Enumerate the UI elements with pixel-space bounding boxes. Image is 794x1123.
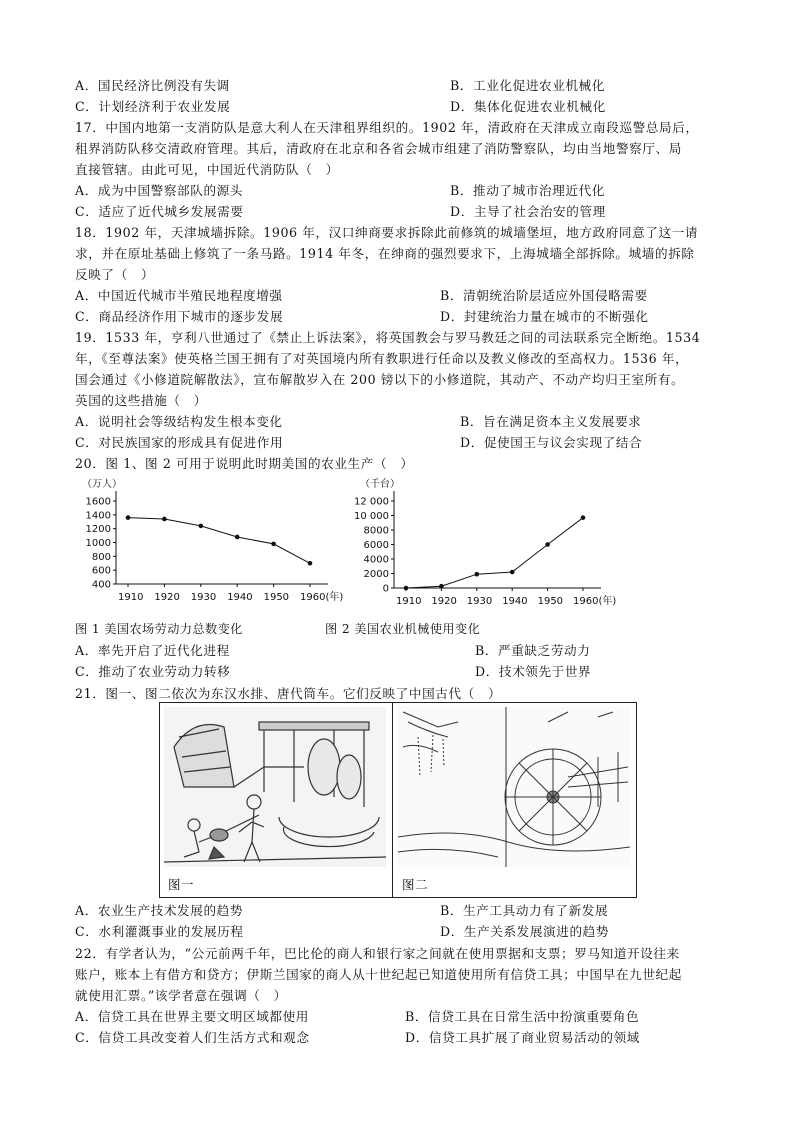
chart-2-y-tick-label: 2000 (363, 569, 389, 580)
q19-stem-line-1: 19．1533 年，亨利八世通过了《禁止上诉法案》，将英国教会与罗马教廷之间的司法联系完全断绝。1534 (75, 330, 701, 345)
chart-1-y-tick-label: 400 (91, 579, 111, 591)
chart-1-y-tick-label: 1600 (85, 496, 111, 508)
chart-1-unit-label: （万人） (82, 479, 122, 490)
q16-option-a[interactable]: A．国民经济比例没有失调 (75, 78, 230, 93)
chart-1-x-tick-label: 1950 (263, 592, 290, 603)
q20-option-a[interactable]: A．率先开启了近代化进程 (75, 643, 230, 658)
q22-option-a[interactable]: A．信贷工具在世界主要文明区域都使用 (75, 1009, 309, 1024)
q19-stem-line-4: 英国的这些措施（ ） (75, 393, 207, 408)
chart-2-x-tick-label: 1920 (431, 596, 457, 607)
figure-1-caption: 图一 (168, 877, 195, 892)
chart-1-y-tick-label: 800 (91, 551, 111, 563)
chart-1-wrapper (72, 476, 352, 610)
chart-2-x-tick-label: 1930 (466, 596, 493, 607)
q16-option-c[interactable]: C．计划经济利于农业发展 (75, 99, 231, 114)
q18-option-b[interactable]: B．清朝统治阶层适应外国侵略需要 (440, 288, 648, 303)
q21-option-d[interactable]: D．生产关系发展演进的趋势 (440, 924, 610, 939)
chart-1-x-tick-label: 1940 (227, 592, 253, 603)
chart-2-y-tick-label: 10 000 (354, 511, 389, 522)
chart-1-x-tick-label: 1930 (190, 592, 217, 603)
chart-2-y-tick-label: 8000 (363, 525, 389, 537)
chart-2-y-tick-label: 12 000 (354, 496, 389, 508)
chart-2-data-point (581, 515, 586, 520)
chart-1-y-tick-label: 1400 (85, 510, 111, 522)
chart-1-y-tick-label: 1000 (85, 538, 111, 549)
chart-1-y-tick-label: 1200 (85, 524, 111, 536)
chart-2-data-point (475, 572, 480, 577)
q19-option-a[interactable]: A．说明社会等级结构发生根本变化 (75, 414, 283, 429)
q20-stem: 20．图 1、图 2 可用于说明此时期美国的农业生产（ ） (75, 456, 414, 471)
q16-option-d[interactable]: D．集体化促进农业机械化 (450, 99, 606, 114)
chart-2-data-point (439, 584, 444, 589)
q21-option-c[interactable]: C．水利灌溉事业的发展历程 (75, 924, 244, 939)
q18-option-c[interactable]: C．商品经济作用下城市的逐步发展 (75, 309, 284, 324)
chart-1-x-tick-label: 1920 (154, 592, 180, 603)
q19-stem-line-3: 国会通过《小修道院解散法》，宣布解散岁入在 200 镑以下的小修道院，其动产、不动产均归王室所有。 (75, 372, 685, 387)
q19-stem-line-2: 年，《至尊法案》使英格兰国王拥有了对英国境内所有教职进行任命以及教义修改的至高权力。1536 年， (75, 351, 689, 366)
q16-option-b[interactable]: B．工业化促进农业机械化 (450, 78, 605, 93)
q20-option-b[interactable]: B．严重缺乏劳动力 (475, 643, 591, 658)
q17-stem-line-3: 直接管辖。由此可见，中国近代消防队（ ） (75, 162, 339, 177)
chart-1-data-point (271, 542, 276, 547)
q22-stem-line-3: 就使用汇票。”该学者意在强调（ ） (75, 988, 287, 1003)
tube-wheel-drawing (398, 707, 630, 867)
q18-option-d[interactable]: D．封建统治力量在城市的不断强化 (440, 309, 649, 324)
figure-2-illustration (398, 707, 630, 867)
chart-2-x-tick-label: 1960(年) (573, 596, 617, 607)
chart-2-x-tick-label: 1950 (537, 596, 564, 607)
q17-option-a[interactable]: A．成为中国警察部队的源头 (75, 183, 244, 198)
chart-2-svg (340, 476, 640, 610)
figure-1-illustration (164, 707, 386, 867)
q17-option-d[interactable]: D．主导了社会治安的管理 (450, 204, 606, 219)
q21-option-b[interactable]: B．生产工具动力有了新发展 (440, 903, 609, 918)
figure-2-caption: 图二 (402, 877, 429, 892)
chart-2-y-tick-label: 0 (382, 583, 389, 595)
chart-2-data-point (545, 542, 550, 547)
q19-option-d[interactable]: D．促使国王与议会实现了结合 (460, 435, 643, 450)
q22-option-b[interactable]: B．信贷工具在日常生活中扮演重要角色 (405, 1009, 640, 1024)
chart-2-y-tick-label: 6000 (363, 540, 389, 551)
chart-1-data-point (235, 535, 240, 540)
chart-1-data-point (162, 517, 167, 522)
chart-2-x-tick-label: 1940 (502, 596, 528, 607)
chart-2-unit-label: （千台） (360, 479, 400, 490)
q17-stem-line-1: 17．中国内地第一支消防队是意大利人在天津租界组织的。1902 年，清政府在天津成立南段巡警总局后， (75, 120, 699, 135)
chart-1-data-point (308, 561, 313, 566)
q18-stem-line-2: 求，并在原址基础上修筑了一条马路。1914 年冬，在绅商的强烈要求下，上海城墙全部拆除。城墙的拆除 (75, 246, 695, 261)
q18-stem-line-1: 18．1902 年，天津城墙拆除。1906 年，汉口绅商要求拆除此前修筑的城墙堡垣，地方政府同意了这一请 (75, 225, 699, 240)
q17-option-b[interactable]: B．推动了城市治理近代化 (450, 183, 605, 198)
chart-1-svg (72, 476, 352, 610)
chart-2-data-point (404, 586, 409, 591)
q22-stem-line-2: 账户，账本上有借方和贷方；伊斯兰国家的商人从十世纪起已知道使用所有信贷工具；中国早在九世纪起 (75, 967, 682, 982)
chart-2-y-tick-label: 4000 (363, 554, 389, 566)
chart-2-data-point (510, 570, 515, 575)
q22-option-d[interactable]: D．信贷工具扩展了商业贸易活动的领域 (405, 1030, 640, 1045)
chart-2-series-line (406, 518, 583, 588)
chart-1-x-tick-label: 1910 (118, 592, 144, 603)
chart-2-caption: 图 2 美国农业机械使用变化 (325, 622, 481, 636)
q22-stem-line-1: 22．有学者认为，“公元前两千年，巴比伦的商人和银行家之间就在使用票据和支票；罗马知道开设往来 (75, 946, 680, 961)
q17-option-c[interactable]: C．适应了近代城乡发展需要 (75, 204, 244, 219)
chart-1-data-point (126, 515, 131, 520)
figure-frame (159, 702, 637, 898)
chart-1-x-tick-label: 1960(年) (300, 592, 344, 603)
q20-option-d[interactable]: D．技术领先于世界 (475, 664, 592, 679)
q19-option-c[interactable]: C．对民族国家的形成具有促进作用 (75, 435, 284, 450)
q20-option-c[interactable]: C．推动了农业劳动力转移 (75, 664, 231, 679)
water-bellows-drawing (164, 707, 386, 867)
chart-1-y-tick-label: 600 (91, 565, 111, 577)
chart-2-wrapper (340, 476, 640, 610)
q21-option-a[interactable]: A．农业生产技术发展的趋势 (75, 903, 244, 918)
q21-stem: 21．图一、图二依次为东汉水排、唐代筒车。它们反映了中国古代（ ） (75, 686, 502, 701)
q18-option-a[interactable]: A．中国近代城市半殖民地程度增强 (75, 288, 283, 303)
q18-stem-line-3: 反映了（ ） (75, 267, 155, 282)
chart-1-caption: 图 1 美国农场劳动力总数变化 (75, 622, 243, 636)
q22-option-c[interactable]: C．信贷工具改变着人们生活方式和观念 (75, 1030, 310, 1045)
q19-option-b[interactable]: B．旨在满足资本主义发展要求 (460, 414, 642, 429)
chart-1-series-line (128, 518, 310, 564)
chart-1-data-point (199, 524, 204, 529)
q17-stem-line-2: 租界消防队移交清政府管理。其后，清政府在北京和各省会城市组建了消防警察队，均由当地警察厅、局 (75, 141, 682, 156)
chart-2-x-tick-label: 1910 (396, 596, 422, 607)
